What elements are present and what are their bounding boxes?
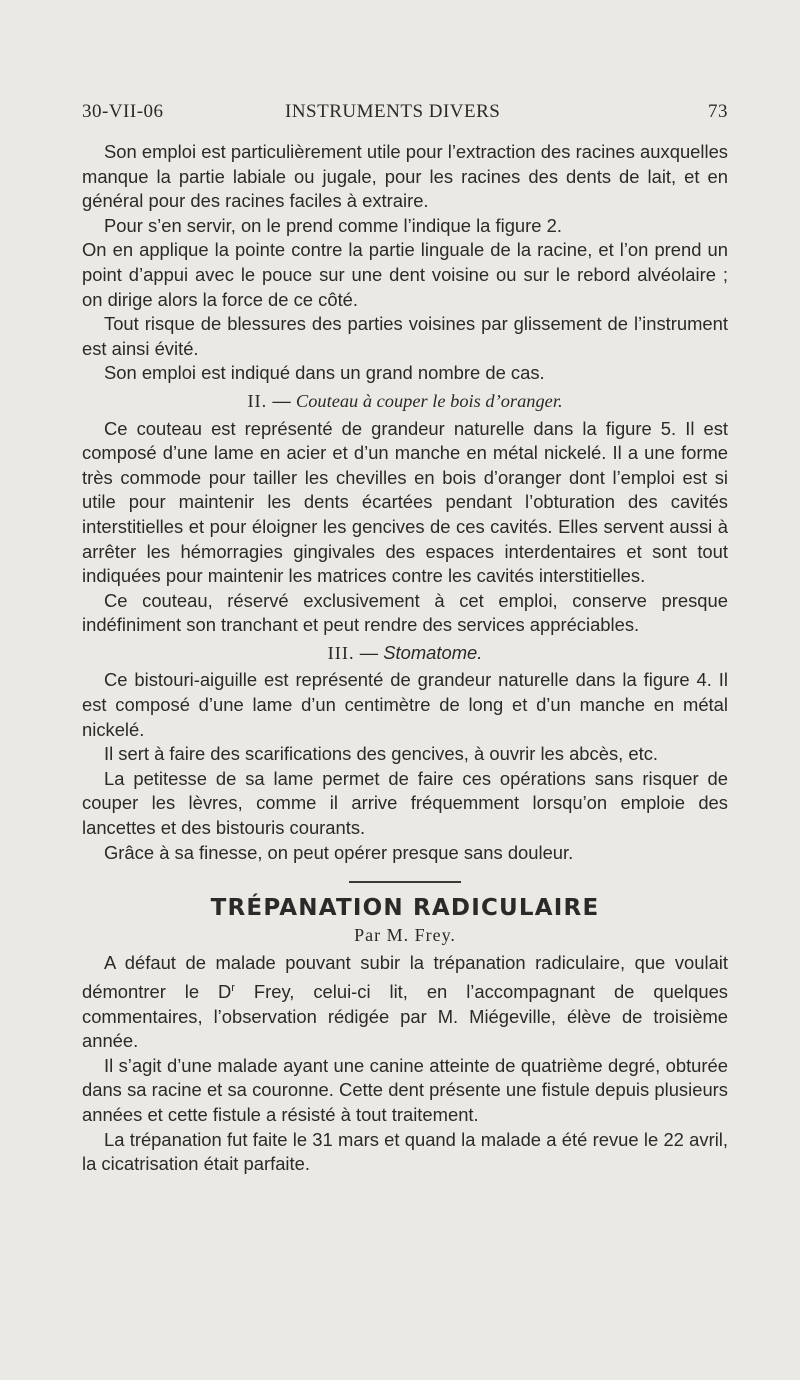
paragraph: On en applique la pointe contre la partie linguale de la racine, et l’on prend un point d’appui avec le pouce sur une dent voisine ou sur le rebord alvéolaire ; on dirige alors la force de ce côté. <box>82 239 728 310</box>
running-title: INSTRUMENTS DIVERS <box>285 101 501 122</box>
page-number: 73 <box>708 101 728 122</box>
header-date: 30-VII-06 <box>82 101 164 122</box>
paragraph: Grâce à sa finesse, on peut opérer presque sans douleur. <box>104 841 574 863</box>
section-title: Stomatome. <box>383 641 483 663</box>
section-dash: — <box>267 389 296 411</box>
paragraph: Son emploi est indiqué dans un grand nombre de cas. <box>104 362 545 384</box>
paragraph: Son emploi est particulièrement utile pour l’extraction des racines auxquelles manque la partie labiale ou jugale, pour les racines des dents de lait, et en général pour des racines faciles à extraire. <box>82 141 728 212</box>
paragraph: Tout risque de blessures des parties voisines par glissement de l’instrument est ainsi évité. <box>82 313 728 359</box>
section-heading-2 <box>82 389 728 414</box>
paragraph: La trépanation fut faite le 31 mars et quand la malade a été revue le 22 avril, la cicatrisation était parfaite. <box>82 1128 728 1175</box>
section-title: Couteau à couper le bois d’oranger. <box>295 390 563 411</box>
article-title: TRÉPANATION RADICULAIRE <box>210 895 600 922</box>
superscript: r <box>231 981 235 994</box>
section-heading-3 <box>82 641 728 666</box>
paragraph: Ce bistouri-aiguille est représenté de grandeur naturelle dans la figure 4. Il est composé d’une lame d’un centimètre de long et d’un manche en métal nickelé. <box>82 669 728 740</box>
paragraph: Ce couteau est représenté de grandeur naturelle dans la figure 5. Il est composé d’une lame en acier et d’un manche en métal nickelé. Il a une forme très commode pour tailler les chevilles en bois d’oranger dont l’emploi est si utile pour maintenir les dents écartées pendant l’obturation des cavités interstitielles et pour éloigner les gencives de ces cavités. Elles servent aussi à arrêter les hémorragies gingivales des espaces interdentaires et sont tout indiquées pour maintenir les matrices contre les cavités interstitielles. <box>82 417 728 587</box>
paragraph-text: Frey, celui-ci lit, en l’accompagnant de quelques commentaires, l’observation rédigée par M. Miégeville, élève de troisième année. <box>82 980 728 1052</box>
paragraph: La petitesse de sa lame permet de faire ces opérations sans risquer de couper les lèvres, comme il arrive fréquemment lorsqu’on emploie des lancettes et des bistouris courants. <box>82 767 728 839</box>
paragraph: Il s’agit d’une malade ayant une canine atteinte de quatrième degré, obturée dans sa racine et sa couronne. Cette dent présente une fistule depuis plusieurs années et cette fistule a résisté à tout traitement. <box>82 1054 728 1125</box>
paragraph: Ce couteau, réservé exclusivement à cet emploi, conserve presque indéfiniment son tranchant et peut rendre des services appréciables. <box>82 589 728 636</box>
section-dash: — <box>354 641 384 663</box>
page-header <box>82 101 728 133</box>
separator-rule <box>349 881 461 883</box>
paragraph <box>82 951 728 1054</box>
section-number: II. <box>247 390 268 411</box>
paragraph-text: A défaut de malade pouvant subir la trépanation radiculaire, que voulait démontrer le D <box>82 952 728 1002</box>
body-text <box>82 140 728 1177</box>
article-byline: Par M. Frey. <box>354 925 456 946</box>
paragraph: Pour s’en servir, on le prend comme l’indique la figure 2. <box>104 214 562 236</box>
section-number: III. <box>327 642 355 663</box>
paragraph: Il sert à faire des scarifications des gencives, à ouvrir les abcès, etc. <box>104 743 659 765</box>
